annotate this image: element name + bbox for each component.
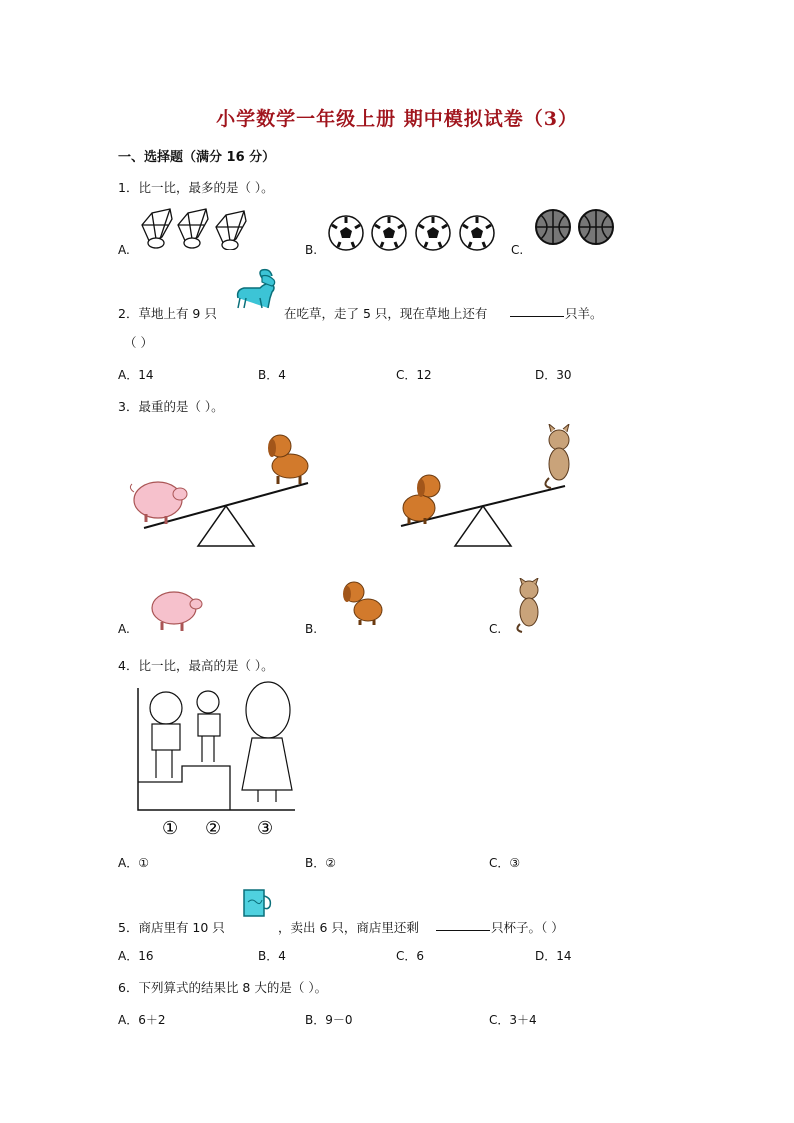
question-5-stem-middle: ，卖出 6 只，商店里还剩: [278, 920, 419, 935]
q4-option-c[interactable]: C．③: [489, 856, 521, 870]
q3-option-c[interactable]: C.: [489, 622, 502, 636]
q2-option-b[interactable]: B．4: [258, 368, 286, 382]
q5-option-c[interactable]: C．6: [396, 949, 425, 963]
q5-option-a[interactable]: A．16: [118, 949, 154, 963]
pig-icon: [146, 586, 206, 634]
label-2: ②: [205, 818, 222, 839]
question-2-stem-start: 2．草地上有 9 只: [118, 306, 217, 321]
seesaw-pig-dog-image: [128, 428, 328, 550]
q2-answer-paren[interactable]: （ ）: [124, 335, 153, 350]
cup-icon: [238, 884, 274, 920]
question-6-stem: 6．下列算式的结果比 8 大的是（ ）。: [118, 980, 328, 995]
question-2-stem-middle: 在吃草，走了 5 只，现在草地上还有: [284, 306, 488, 321]
question-5-stem-end: 只杯子。（ ）: [491, 920, 564, 935]
question-1-stem: 1．比一比，最多的是（ ）。: [118, 180, 274, 195]
q5-answer-blank[interactable]: [436, 930, 490, 931]
q5-option-d[interactable]: D．14: [535, 949, 572, 963]
question-3-stem: 3．最重的是（ ）。: [118, 399, 224, 414]
q4-option-a[interactable]: A．①: [118, 856, 149, 870]
label-3: ③: [257, 818, 274, 839]
q2-option-d[interactable]: D．30: [535, 368, 572, 382]
q3-option-b[interactable]: B.: [305, 622, 318, 636]
q6-option-a[interactable]: A．6＋2: [118, 1013, 166, 1027]
exam-title: 小学数学一年级上册 期中模拟试卷（3）: [216, 108, 578, 130]
question-4-stem: 4．比一比，最高的是（ ）。: [118, 658, 274, 673]
dog-icon: [403, 475, 440, 524]
q1-option-a[interactable]: A.: [118, 243, 130, 257]
seesaw-dog-cat-image: [395, 424, 595, 550]
q6-option-b[interactable]: B．9－0: [305, 1013, 353, 1027]
shuttlecocks-image: [140, 205, 260, 250]
sheep-icon: [232, 268, 278, 312]
question-2-stem-end: 只羊。: [565, 306, 603, 321]
soccer-balls-image: [327, 214, 497, 252]
cat-icon: [545, 424, 569, 488]
dog-icon: [268, 435, 308, 484]
label-1: ①: [162, 818, 179, 839]
q5-option-b[interactable]: B．4: [258, 949, 286, 963]
children-height-image: [130, 680, 305, 842]
q4-option-b[interactable]: B．②: [305, 856, 336, 870]
section-heading: 一、选择题（满分 16 分）: [118, 150, 276, 165]
q3-option-a[interactable]: A.: [118, 622, 130, 636]
question-5-stem-start: 5．商店里有 10 只: [118, 920, 225, 935]
basketballs-image: [534, 208, 618, 246]
dog-icon: [340, 580, 386, 626]
q1-option-b[interactable]: B.: [305, 243, 318, 257]
cat-icon: [514, 578, 544, 634]
q1-option-c[interactable]: C.: [511, 243, 524, 257]
q2-option-c[interactable]: C．12: [396, 368, 432, 382]
q2-answer-blank[interactable]: [510, 316, 564, 317]
q2-option-a[interactable]: A．14: [118, 368, 154, 382]
q6-option-c[interactable]: C．3＋4: [489, 1013, 537, 1027]
